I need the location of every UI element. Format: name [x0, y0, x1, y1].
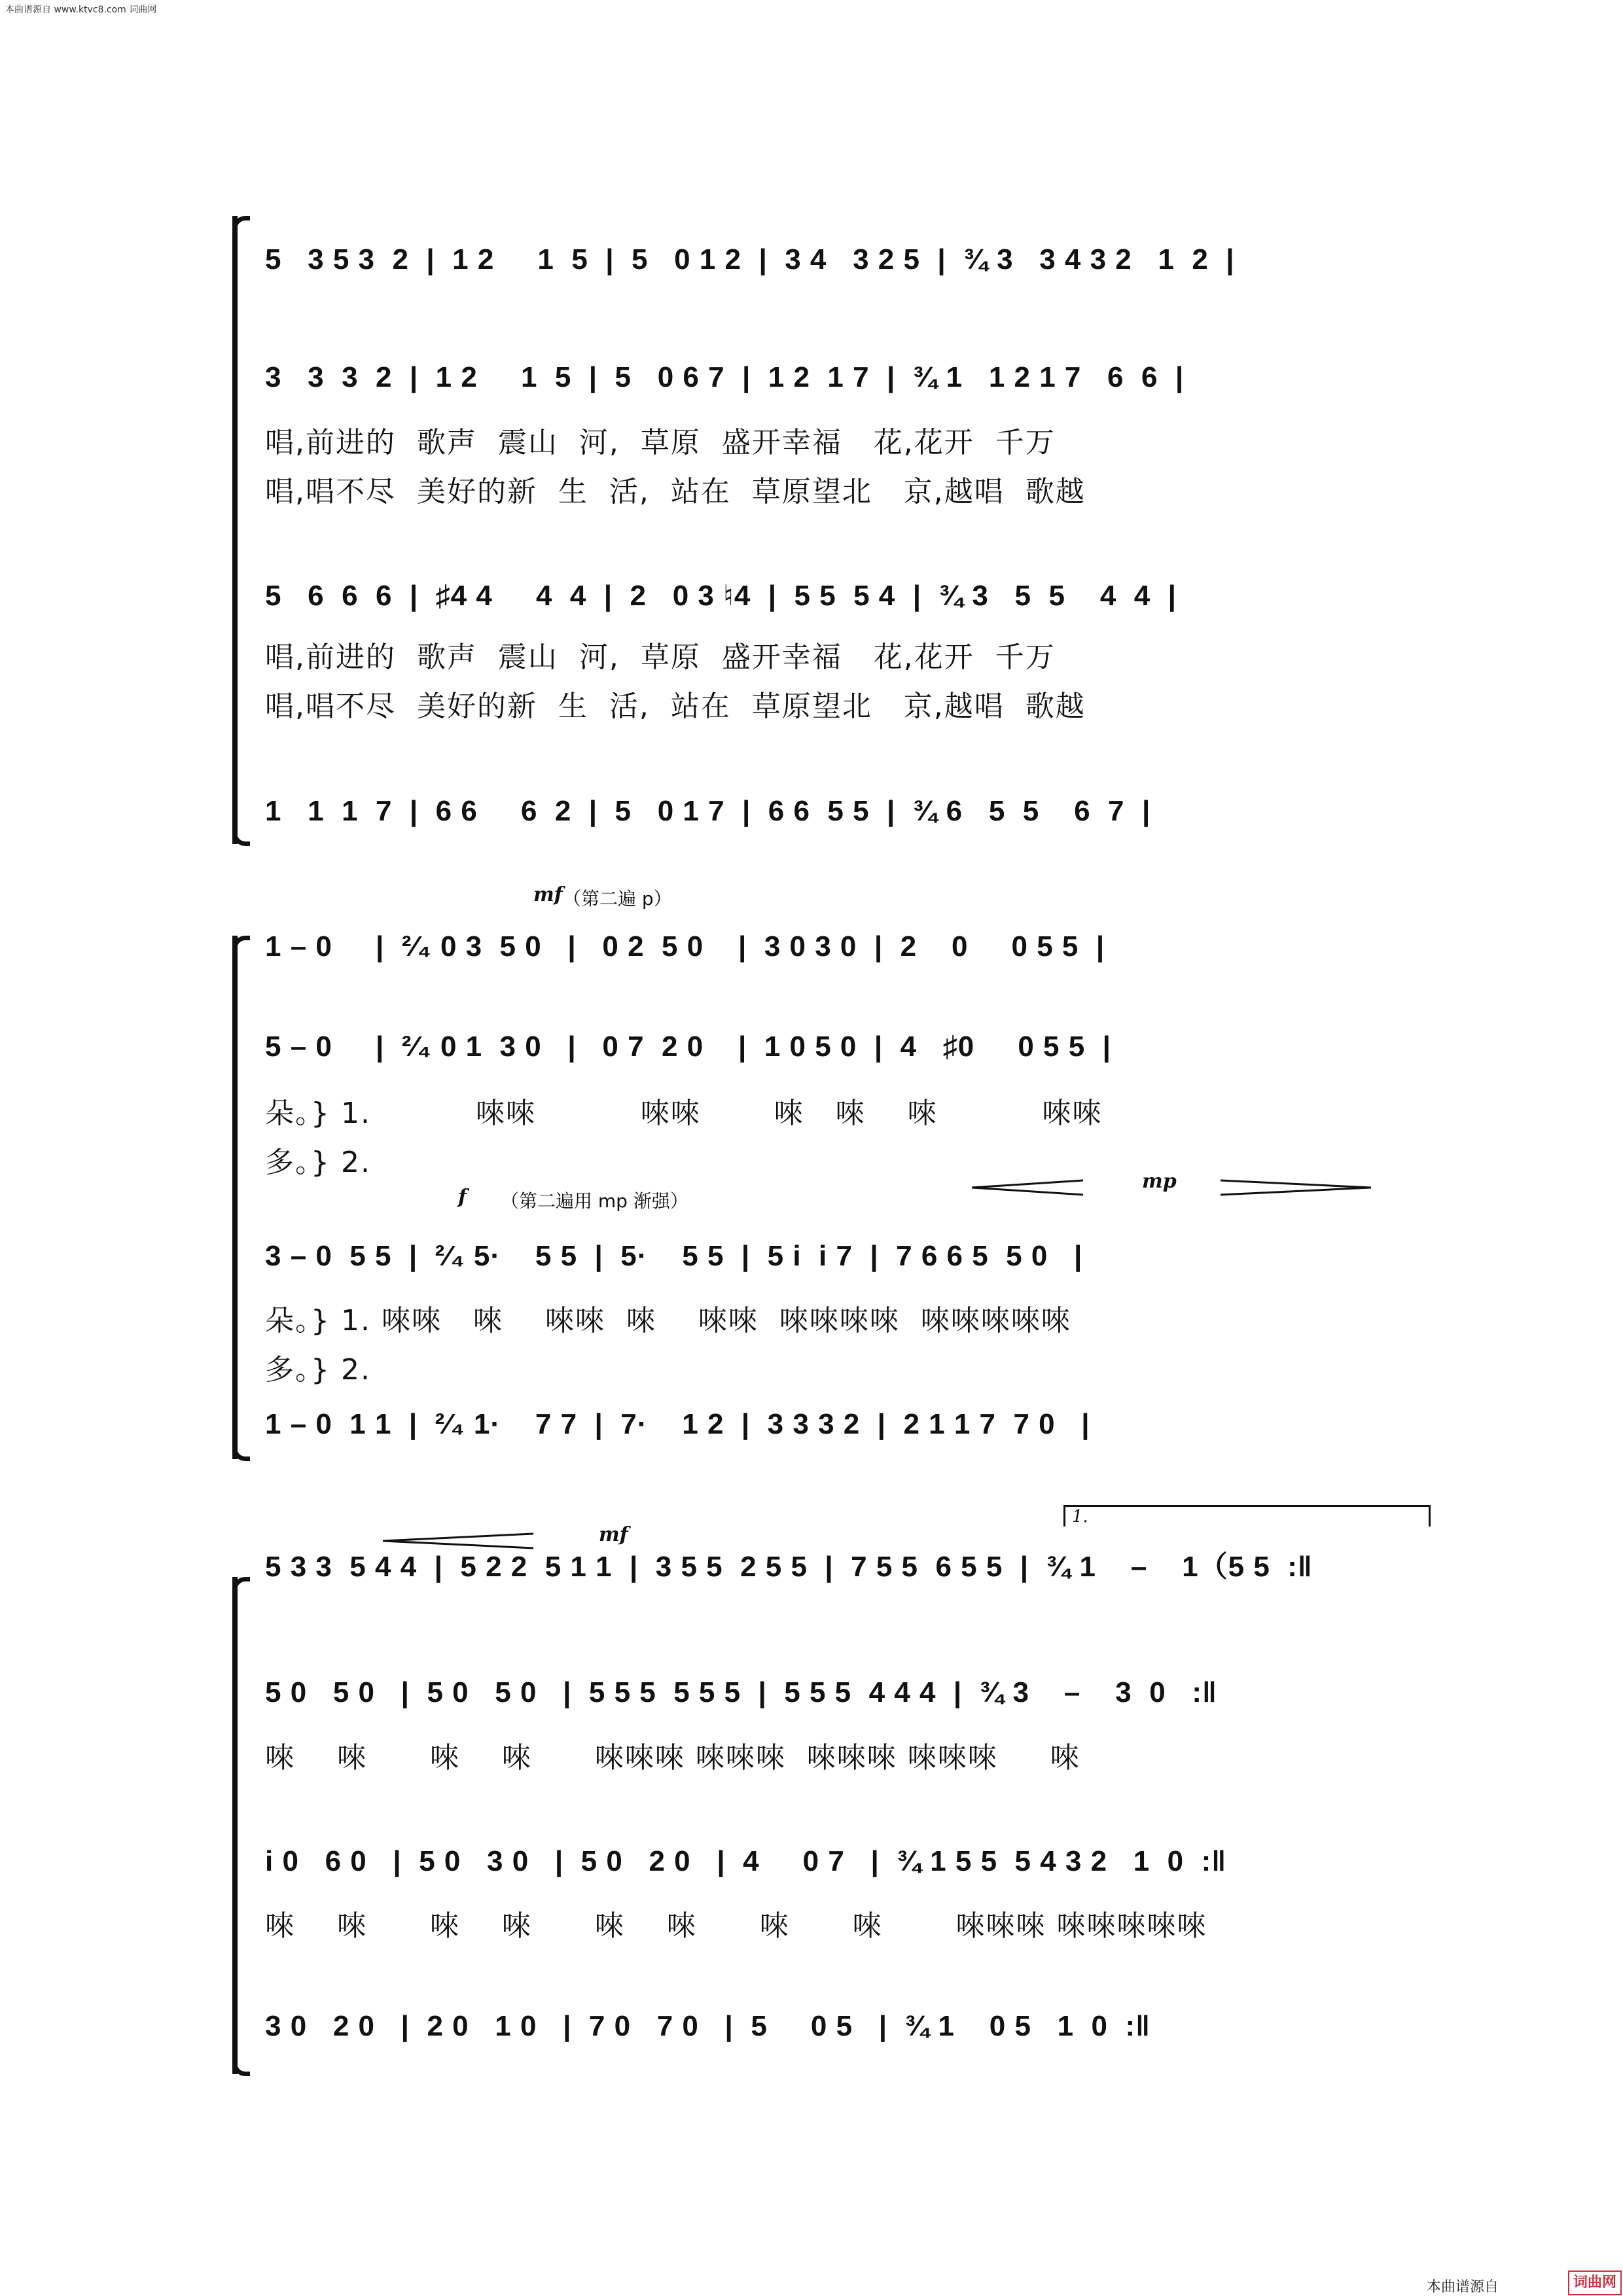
system-brace	[232, 936, 238, 1459]
dynamic-mark: f	[458, 1186, 467, 1209]
score-system-2	[232, 870, 1440, 1472]
staff-4-notes: 1 1 1 7 | 6 6 6 2 | 5 0 1 7 | 6 6 5 5 | ¾ 6 5 5 6 7 |	[265, 795, 1151, 827]
staff-3-lyric-verse-1: 唱,前进的 歌声 震山 河, 草原 盛开幸福 花,花开 千万	[265, 641, 1056, 674]
staff-3-lyric-verse-2: 多。} 2.	[265, 1353, 371, 1386]
staff-2-notes: 3 3 3 2 | 1 2 1 5 | 5 0 6 7 | 1 2 1 7 | ¾ 1 1 2 1 7 6 6 |	[265, 361, 1185, 393]
staff-1-notes: 5 3 5 3 2 | 1 2 1 5 | 5 0 1 2 | 3 4 3 2 5 | ¾ 3 3 4 3 2 1 2 |	[265, 243, 1235, 275]
staff-1-notes: 5 3 3 5 4 4 | 5 2 2 5 1 1 | 3 5 5 2 5 5 | 7 5 5 6 5 5 | ¾ 1 – 1（5 5 :‖	[265, 1551, 1313, 1583]
crescendo-hairpin	[972, 1178, 1083, 1197]
dynamic-instruction: （第二遍 p）	[563, 888, 672, 910]
staff-1-notes: 1 – 0 | ²⁄₄ 0 3 5 0 | 0 2 5 0 | 3 0 3 0 | 2 0 0 5 5 |	[265, 930, 1105, 963]
staff-2-lyric-verse-1: 朵。} 1. 唻唻 唻唻 唻 唻 唻 唻唻	[265, 1097, 1103, 1130]
dynamic-mark: mf	[599, 1523, 628, 1546]
score-system-3	[232, 1505, 1440, 2094]
decrescendo-hairpin	[1221, 1178, 1371, 1197]
staff-4-notes: 1 – 0 1 1 | ²⁄₄ 1· 7 7 | 7· 1 2 | 3 3 3 2 | 2 1 1 7 7 0 |	[265, 1408, 1090, 1440]
staff-2-lyric-verse-2: 多。} 2.	[265, 1146, 371, 1179]
staff-3-notes: 3 – 0 5 5 | ²⁄₄ 5· 5 5 | 5· 5 5 | 5 i i 7 | 7 6 6 5 5 0 |	[265, 1240, 1083, 1272]
dynamic-mark: mp	[1142, 1170, 1177, 1193]
staff-3-notes: 5 6 6 6 | ♯4 4 4 4 | 2 0 3 ♮4 | 5 5 5 4 | ¾ 3 5 5 4 4 |	[265, 580, 1177, 612]
staff-2-lyric: 唻 唻 唻 唻 唻唻唻 唻唻唻 唻唻唻 唻唻唻 唻	[265, 1741, 1080, 1775]
staff-4-notes: 3 0 2 0 | 2 0 1 0 | 7 0 7 0 | 5 0 5 | ¾ 1 0 5 1 0 :‖	[265, 2010, 1151, 2042]
staff-2-notes: 5 – 0 | ²⁄₄ 0 1 3 0 | 0 7 2 0 | 1 0 5 0 | 4 ♯0 0 5 5 |	[265, 1031, 1111, 1063]
staff-3-lyric-verse-2: 唱,唱不尽 美好的新 生 活, 站在 草原望北 京,越唱 歌越	[265, 690, 1086, 723]
dynamic-mark: mf	[533, 883, 563, 906]
staff-2-notes: 5 0 5 0 | 5 0 5 0 | 5 5 5 5 5 5 | 5 5 5 4 4 4 | ¾ 3 – 3 0 :‖	[265, 1676, 1217, 1708]
first-ending-bracket	[1063, 1505, 1431, 1527]
staff-3-lyric: 唻 唻 唻 唻 唻 唻 唻 唻 唻唻唻 唻唻唻唻唻	[265, 1909, 1207, 1943]
footer-badge[interactable]: 词曲网	[1568, 2270, 1622, 2295]
staff-3-lyric-verse-1: 朵。} 1. 唻唻 唻 唻唻 唻 唻唻 唻唻唻唻 唻唻唻唻唻	[265, 1304, 1071, 1337]
dynamic-instruction: （第二遍用 mp 渐强）	[501, 1190, 688, 1212]
volta-label: 1.	[1072, 1507, 1088, 1527]
staff-2-lyric-verse-1: 唱,前进的 歌声 震山 河, 草原 盛开幸福 花,花开 千万	[265, 426, 1056, 459]
footer-credit: 本曲谱源自	[1427, 2279, 1499, 2295]
system-brace	[232, 216, 238, 844]
system-brace	[232, 1577, 238, 2074]
score-system-1	[232, 216, 1440, 851]
source-header: 本曲谱源自 www.ktvc8.com 词曲网	[5, 5, 157, 15]
staff-3-notes: i 0 6 0 | 5 0 3 0 | 5 0 2 0 | 4 0 7 | ¾ 1 5 5 5 4 3 2 1 0 :‖	[265, 1845, 1227, 1877]
staff-2-lyric-verse-2: 唱,唱不尽 美好的新 生 活, 站在 草原望北 京,越唱 歌越	[265, 475, 1086, 508]
